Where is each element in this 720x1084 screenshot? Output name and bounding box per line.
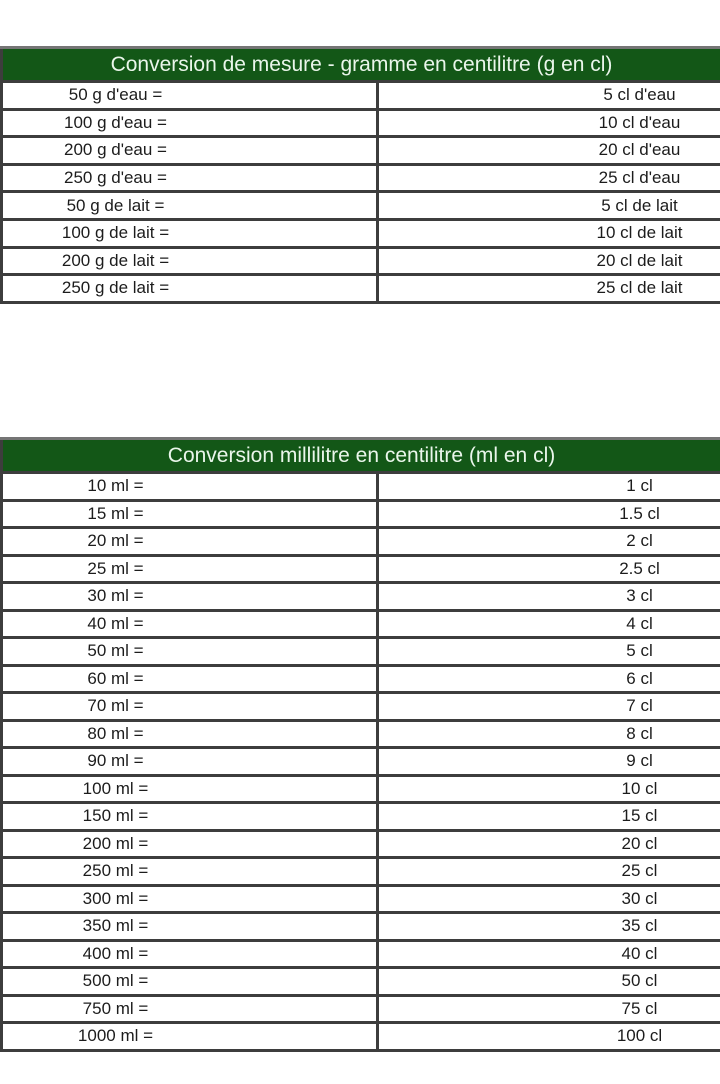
table-row: [2, 803, 720, 831]
table-row: [2, 164, 720, 192]
cell-source-measure: 50 ml =: [2, 638, 378, 666]
cell-source-measure: 15 ml =: [2, 500, 378, 528]
cell-source-measure: 50 g d'eau =: [2, 82, 378, 110]
cell-source-measure: 90 ml =: [2, 748, 378, 776]
cell-converted-measure: 25 cl: [378, 858, 720, 886]
cell-converted-measure: 25 cl de lait: [378, 275, 720, 303]
cell-source-measure: 350 ml =: [2, 913, 378, 941]
table-row: [2, 192, 720, 220]
cell-converted-measure: 25 cl d'eau: [378, 164, 720, 192]
cell-source-measure: 400 ml =: [2, 940, 378, 968]
table-row: [2, 638, 720, 666]
table-row: [2, 1023, 720, 1051]
cell-source-measure: 80 ml =: [2, 720, 378, 748]
cell-source-measure: 200 ml =: [2, 830, 378, 858]
cell-source-measure: 30 ml =: [2, 583, 378, 611]
cell-converted-measure: 75 cl: [378, 995, 720, 1023]
cell-source-measure: 750 ml =: [2, 995, 378, 1023]
cell-source-measure: 100 g d'eau =: [2, 109, 378, 137]
cell-converted-measure: 2.5 cl: [378, 555, 720, 583]
table-row: [2, 913, 720, 941]
table-row: [2, 858, 720, 886]
cell-converted-measure: 8 cl: [378, 720, 720, 748]
table-title-grams-to-centilitres: Conversion de mesure - gramme en centilitre (g en cl): [2, 48, 720, 82]
table-body: [2, 473, 720, 1051]
table-row: [2, 583, 720, 611]
cell-source-measure: 100 g de lait =: [2, 219, 378, 247]
table-row: [2, 665, 720, 693]
cell-converted-measure: 30 cl: [378, 885, 720, 913]
table-row: [2, 275, 720, 303]
cell-converted-measure: 10 cl: [378, 775, 720, 803]
cell-source-measure: 1000 ml =: [2, 1023, 378, 1051]
table-row: [2, 473, 720, 501]
cell-source-measure: 500 ml =: [2, 968, 378, 996]
cell-converted-measure: 9 cl: [378, 748, 720, 776]
table-row: [2, 137, 720, 165]
table-row: [2, 720, 720, 748]
cell-source-measure: 50 g de lait =: [2, 192, 378, 220]
cell-source-measure: 250 g de lait =: [2, 275, 378, 303]
table-row: [2, 528, 720, 556]
cell-converted-measure: 1 cl: [378, 473, 720, 501]
table-row: [2, 830, 720, 858]
cell-source-measure: 10 ml =: [2, 473, 378, 501]
cell-converted-measure: 40 cl: [378, 940, 720, 968]
cell-converted-measure: 6 cl: [378, 665, 720, 693]
table-row: [2, 940, 720, 968]
table-row: [2, 610, 720, 638]
cell-converted-measure: 35 cl: [378, 913, 720, 941]
cell-converted-measure: 15 cl: [378, 803, 720, 831]
cell-source-measure: 70 ml =: [2, 693, 378, 721]
cell-source-measure: 150 ml =: [2, 803, 378, 831]
grams-to-centilitres-table: [0, 46, 720, 304]
cell-source-measure: 100 ml =: [2, 775, 378, 803]
cell-converted-measure: 5 cl d'eau: [378, 82, 720, 110]
cell-source-measure: 40 ml =: [2, 610, 378, 638]
cell-converted-measure: 5 cl: [378, 638, 720, 666]
cell-converted-measure: 5 cl de lait: [378, 192, 720, 220]
table-title-millilitres-to-centilitres: Conversion millilitre en centilitre (ml en cl): [2, 439, 720, 473]
cell-source-measure: 200 g d'eau =: [2, 137, 378, 165]
table-row: [2, 500, 720, 528]
table-row: [2, 995, 720, 1023]
cell-source-measure: 300 ml =: [2, 885, 378, 913]
table-row: [2, 748, 720, 776]
cell-source-measure: 60 ml =: [2, 665, 378, 693]
table-header-row: [2, 439, 720, 473]
cell-converted-measure: 2 cl: [378, 528, 720, 556]
table-row: [2, 885, 720, 913]
cell-source-measure: 200 g de lait =: [2, 247, 378, 275]
cell-converted-measure: 20 cl: [378, 830, 720, 858]
cell-source-measure: 250 g d'eau =: [2, 164, 378, 192]
millilitres-to-centilitres-table: [0, 437, 720, 1052]
cell-converted-measure: 10 cl d'eau: [378, 109, 720, 137]
cell-converted-measure: 100 cl: [378, 1023, 720, 1051]
table-row: [2, 693, 720, 721]
table-header-row: [2, 48, 720, 82]
cell-converted-measure: 20 cl de lait: [378, 247, 720, 275]
table-body: [2, 82, 720, 303]
cell-converted-measure: 4 cl: [378, 610, 720, 638]
table-row: [2, 555, 720, 583]
table-row: [2, 247, 720, 275]
table-row: [2, 82, 720, 110]
cell-converted-measure: 1.5 cl: [378, 500, 720, 528]
table-row: [2, 968, 720, 996]
table-row: [2, 109, 720, 137]
cell-source-measure: 25 ml =: [2, 555, 378, 583]
cell-converted-measure: 10 cl de lait: [378, 219, 720, 247]
table-row: [2, 219, 720, 247]
cell-converted-measure: 3 cl: [378, 583, 720, 611]
cell-converted-measure: 7 cl: [378, 693, 720, 721]
cell-source-measure: 250 ml =: [2, 858, 378, 886]
cell-converted-measure: 50 cl: [378, 968, 720, 996]
cell-converted-measure: 20 cl d'eau: [378, 137, 720, 165]
cell-source-measure: 20 ml =: [2, 528, 378, 556]
table-row: [2, 775, 720, 803]
